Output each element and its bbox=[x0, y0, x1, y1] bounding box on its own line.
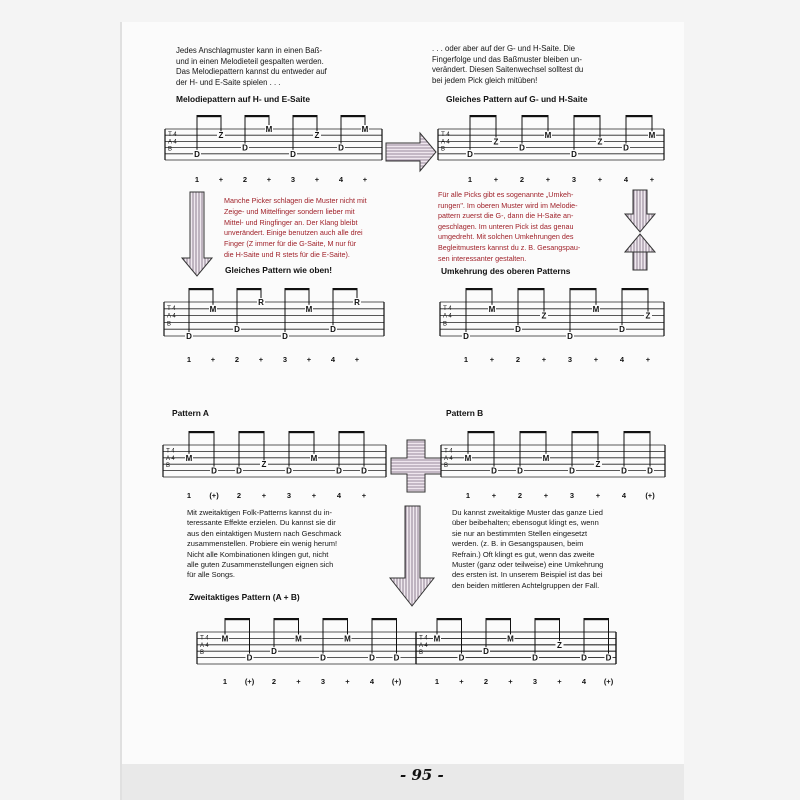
count-label: 2 bbox=[236, 491, 242, 500]
tab-b-letter: B bbox=[440, 146, 446, 153]
finger-middle: M bbox=[344, 634, 351, 644]
count-label: + bbox=[543, 491, 549, 500]
finger-bass: D bbox=[271, 647, 277, 657]
time-sig-top: 4 bbox=[424, 635, 428, 642]
time-sig-top: 4 bbox=[205, 635, 209, 642]
count-label: + bbox=[314, 175, 320, 184]
tab-t-letter: T bbox=[167, 305, 171, 312]
count-label: + bbox=[649, 175, 655, 184]
finger-middle: M bbox=[592, 304, 600, 314]
finger-bass: D bbox=[483, 647, 489, 657]
count-label: 3 bbox=[569, 491, 575, 500]
finger-index: Z bbox=[493, 137, 499, 147]
count-label: 4 bbox=[336, 491, 342, 500]
tab-a-letter: A bbox=[418, 642, 424, 649]
finger-middle: M bbox=[464, 453, 472, 463]
beam bbox=[225, 618, 250, 620]
time-sig-top: 4 bbox=[449, 448, 453, 455]
finger-bass: D bbox=[467, 149, 473, 159]
finger-bass: D bbox=[369, 653, 375, 663]
count-label: + bbox=[311, 491, 317, 500]
count-label: 4 bbox=[369, 677, 375, 686]
finger-middle: M bbox=[488, 304, 496, 314]
count-label: 3 bbox=[290, 175, 296, 184]
finger-index: Z bbox=[645, 311, 651, 321]
finger-bass: D bbox=[463, 332, 469, 341]
count-label: + bbox=[545, 175, 551, 184]
count-label: + bbox=[296, 677, 301, 686]
beam bbox=[197, 115, 221, 117]
page-number: - 95 - bbox=[400, 766, 444, 784]
finger-bass: D bbox=[290, 149, 296, 159]
count-label: + bbox=[306, 355, 312, 364]
finger-middle: M bbox=[544, 131, 552, 141]
beam bbox=[239, 431, 264, 433]
count-label: + bbox=[218, 175, 224, 184]
beam bbox=[189, 431, 214, 433]
finger-middle: M bbox=[305, 304, 313, 314]
count-label: 1 bbox=[222, 677, 228, 686]
time-sig-top: 4 bbox=[173, 132, 177, 139]
finger-bass: D bbox=[517, 466, 523, 476]
tab-t-letter: T bbox=[444, 448, 448, 455]
count-label: 2 bbox=[242, 175, 248, 184]
count-label: 2 bbox=[519, 175, 525, 184]
finger-bass: D bbox=[581, 653, 587, 663]
count-label: 3 bbox=[282, 355, 288, 364]
tab-b-letter: B bbox=[167, 146, 173, 153]
beam bbox=[245, 115, 269, 117]
caption-pattern-a: Pattern A bbox=[172, 408, 209, 418]
tab-b-letter: B bbox=[443, 463, 449, 470]
count-label: 1 bbox=[186, 355, 192, 364]
count-label: 2 bbox=[515, 355, 521, 364]
tab-t-letter: T bbox=[443, 305, 447, 312]
tab-a-letter: A bbox=[165, 455, 171, 462]
finger-middle: M bbox=[433, 634, 441, 644]
tab-t-letter: T bbox=[200, 635, 204, 642]
beam bbox=[372, 618, 397, 620]
text-two-bar-patterns: Mit zweitaktigen Folk-Patterns kannst du in- teressante Effekte erzielen. Du kannst sie dir aus den eintaktigen Mustern nach Geschmack zusammenstellen. Probiere ein wenig herum! Nicht alle Kombinationen klingen gut, nicht alle guten Zusammenstellungen eignen sich für alle Songs. bbox=[187, 508, 342, 580]
finger-bass: D bbox=[458, 653, 465, 663]
count-label: 3 bbox=[567, 355, 573, 364]
count-label: + bbox=[597, 175, 603, 184]
count-label: + bbox=[459, 677, 464, 686]
beam bbox=[466, 288, 492, 290]
count-label: 3 bbox=[286, 491, 292, 500]
finger-bass: D bbox=[194, 149, 200, 159]
caption-inversion: Umkehrung des oberen Patterns bbox=[441, 266, 571, 276]
time-sig-bottom: 4 bbox=[449, 455, 453, 462]
count-label: + bbox=[361, 491, 367, 500]
caption-same-g-h: Gleiches Pattern auf G- und H-Saite bbox=[446, 94, 588, 104]
tab-t-letter: T bbox=[441, 132, 445, 139]
count-label: + bbox=[557, 677, 562, 686]
count-label: 1 bbox=[463, 355, 469, 364]
count-label: + bbox=[508, 677, 513, 686]
count-label: 3 bbox=[532, 677, 538, 686]
tab-a-letter: A bbox=[443, 455, 449, 462]
count-label: (+) bbox=[645, 491, 655, 500]
count-label: 2 bbox=[517, 491, 523, 500]
finger-bass: D bbox=[393, 653, 400, 663]
finger-middle: M bbox=[361, 125, 369, 134]
finger-ring: R bbox=[354, 298, 360, 307]
time-sig-bottom: 4 bbox=[205, 642, 209, 649]
finger-middle: M bbox=[310, 453, 318, 463]
finger-index: Z bbox=[557, 640, 562, 650]
beam bbox=[274, 618, 299, 620]
finger-middle: M bbox=[542, 453, 550, 463]
beam bbox=[341, 115, 365, 117]
text-picker-fingers: Manche Picker schlagen die Muster nicht mit Zeige- und Mittelfinger sondern lieber mit Mittel- und Ringfinger an. Der Klang bleibt unverändert. Einige benutzen auch alle drei Finger (Z immer für die G-Saite, M nur für die H-Saite und R stets für die E-Saite). bbox=[224, 196, 367, 259]
count-label: + bbox=[493, 175, 499, 184]
beam bbox=[323, 618, 348, 620]
beam bbox=[333, 288, 357, 290]
beam bbox=[520, 431, 546, 433]
time-sig-top: 4 bbox=[448, 305, 452, 312]
count-label: 2 bbox=[483, 677, 489, 686]
beam bbox=[622, 288, 648, 290]
finger-middle: M bbox=[221, 634, 229, 644]
count-label: + bbox=[345, 677, 350, 686]
count-label: 2 bbox=[234, 355, 240, 364]
count-label: 1 bbox=[186, 491, 192, 500]
count-label: + bbox=[489, 355, 495, 364]
finger-index: Z bbox=[597, 137, 603, 147]
finger-bass: D bbox=[330, 325, 336, 335]
finger-bass: D bbox=[286, 466, 292, 476]
beam bbox=[486, 618, 511, 620]
count-label: 1 bbox=[194, 175, 200, 184]
tab-a-letter: A bbox=[440, 139, 446, 146]
tab-a-letter: A bbox=[166, 313, 172, 320]
finger-index: Z bbox=[541, 311, 547, 321]
text-inversions: Für alle Picks gibt es sogenannte „Umkeh- rungen". Im oberen Muster wird im Melodie- pattern zuerst die G-, dann die H-Saite an- geschlagen. Im unteren Pick ist das genau umgedreht. Mit solchen Umkehrungen des Begleitmusters kannst du z. B. Gesangspau- sen interessanter gestalten. bbox=[438, 190, 581, 263]
finger-bass: D bbox=[336, 466, 342, 476]
finger-bass: D bbox=[236, 466, 242, 476]
beam bbox=[570, 288, 596, 290]
beam bbox=[626, 115, 652, 117]
time-sig-top: 4 bbox=[171, 448, 175, 455]
finger-bass: D bbox=[519, 143, 525, 153]
beam bbox=[522, 115, 548, 117]
finger-bass: D bbox=[623, 143, 629, 153]
tab-a-letter: A bbox=[199, 642, 205, 649]
tab-b-letter: B bbox=[442, 321, 448, 328]
finger-ring: R bbox=[258, 298, 264, 307]
finger-middle: M bbox=[265, 125, 273, 134]
tab-a-letter: A bbox=[442, 313, 448, 320]
tab-b-letter: B bbox=[418, 650, 424, 657]
count-label: + bbox=[593, 355, 599, 364]
finger-bass: D bbox=[234, 325, 240, 335]
time-sig-bottom: 4 bbox=[446, 139, 450, 146]
count-label: 1 bbox=[467, 175, 473, 184]
time-sig-bottom: 4 bbox=[448, 313, 452, 320]
count-label: 3 bbox=[571, 175, 577, 184]
finger-bass: D bbox=[338, 143, 344, 153]
caption-two-bar: Zweitaktiges Pattern (A + B) bbox=[189, 592, 300, 602]
tab-b-letter: B bbox=[199, 650, 205, 657]
finger-bass: D bbox=[282, 332, 288, 341]
count-label: (+) bbox=[244, 677, 255, 686]
finger-bass: D bbox=[571, 149, 577, 159]
finger-middle: M bbox=[507, 634, 514, 644]
finger-middle: M bbox=[295, 634, 302, 644]
finger-index: Z bbox=[595, 460, 601, 470]
time-sig-top: 4 bbox=[172, 305, 176, 312]
count-label: + bbox=[354, 355, 360, 364]
finger-middle: M bbox=[185, 453, 193, 463]
finger-bass: D bbox=[186, 332, 192, 341]
time-sig-bottom: 4 bbox=[424, 642, 428, 649]
beam bbox=[572, 431, 598, 433]
finger-bass: D bbox=[361, 466, 367, 476]
beam bbox=[470, 115, 496, 117]
count-label: + bbox=[541, 355, 547, 364]
time-sig-bottom: 4 bbox=[171, 455, 175, 462]
caption-melody-h-e: Melodiepattern auf H- und E-Saite bbox=[176, 94, 311, 104]
finger-bass: D bbox=[515, 325, 521, 335]
count-label: 2 bbox=[271, 677, 277, 686]
beam bbox=[289, 431, 314, 433]
beam bbox=[285, 288, 309, 290]
tab-t-letter: T bbox=[166, 448, 170, 455]
count-label: + bbox=[362, 175, 368, 184]
count-label: (+) bbox=[391, 677, 402, 686]
beam bbox=[518, 288, 544, 290]
beam bbox=[584, 618, 609, 620]
count-label: 1 bbox=[434, 677, 440, 686]
count-label: 4 bbox=[619, 355, 625, 364]
count-label: + bbox=[595, 491, 601, 500]
finger-bass: D bbox=[605, 653, 612, 663]
beam bbox=[468, 431, 494, 433]
time-sig-bottom: 4 bbox=[172, 313, 176, 320]
count-label: + bbox=[258, 355, 264, 364]
text-intro: Jedes Anschlagmuster kann in einen Baß- und in einen Melodieteil gespalten werden. Das Melodiepattern kannst du entweder auf der H- und E-Saite spielen . . . bbox=[176, 46, 327, 87]
count-label: 4 bbox=[330, 355, 336, 364]
caption-pattern-b: Pattern B bbox=[446, 408, 484, 418]
count-label: (+) bbox=[603, 677, 614, 686]
beam bbox=[624, 431, 650, 433]
count-label: 4 bbox=[623, 175, 629, 184]
beam bbox=[189, 288, 213, 290]
tab-a-letter: A bbox=[167, 139, 173, 146]
finger-bass: D bbox=[491, 466, 497, 476]
finger-bass: D bbox=[619, 325, 625, 335]
time-sig-top: 4 bbox=[446, 132, 450, 139]
count-label: + bbox=[491, 491, 497, 500]
finger-bass: D bbox=[246, 653, 253, 663]
caption-same-as-above: Gleiches Pattern wie oben! bbox=[225, 265, 333, 275]
tab-t-letter: T bbox=[168, 132, 172, 139]
finger-middle: M bbox=[648, 131, 656, 141]
count-label: (+) bbox=[209, 491, 219, 500]
finger-bass: D bbox=[567, 332, 573, 341]
text-string-change: . . . oder aber auf der G- und H-Saite. Die Fingerfolge und das Baßmuster bleiben un- verändert. Diesen Saitenwechsel solltest du bei jedem Pick gleich mitüben! bbox=[432, 44, 584, 85]
beam bbox=[293, 115, 317, 117]
count-label: 4 bbox=[621, 491, 627, 500]
beam bbox=[339, 431, 364, 433]
tab-b-letter: B bbox=[166, 321, 172, 328]
count-label: 4 bbox=[338, 175, 344, 184]
beam bbox=[237, 288, 261, 290]
count-label: 4 bbox=[581, 677, 587, 686]
finger-bass: D bbox=[211, 466, 217, 476]
finger-bass: D bbox=[647, 466, 653, 476]
count-label: + bbox=[261, 491, 267, 500]
finger-bass: D bbox=[242, 143, 248, 153]
tab-b-letter: B bbox=[165, 463, 171, 470]
tab-t-letter: T bbox=[419, 635, 423, 642]
time-sig-bottom: 4 bbox=[173, 139, 177, 146]
beam bbox=[437, 618, 462, 620]
finger-index: Z bbox=[314, 131, 320, 141]
count-label: 1 bbox=[465, 491, 471, 500]
text-two-bar-usage: Du kannst zweitaktige Muster das ganze Lied über beibehalten; ebensogut klingt es, wenn sie nur an bestimmten Stellen eingesetzt werden. (z. B. in Gesangspausen, beim Refrain.) Oft klingt es gut, wenn das zweite Muster (ganz oder teilweise) eine Umkehrung des ersten ist. In unserem Beispiel ist das bei den beiden mittleren Achtelgruppen der Fall. bbox=[452, 508, 604, 590]
count-label: + bbox=[645, 355, 651, 364]
finger-index: Z bbox=[261, 460, 267, 470]
finger-bass: D bbox=[320, 653, 326, 663]
finger-bass: D bbox=[621, 466, 627, 476]
beam bbox=[535, 618, 560, 620]
beam bbox=[574, 115, 600, 117]
count-label: + bbox=[210, 355, 216, 364]
finger-bass: D bbox=[569, 466, 575, 476]
count-label: + bbox=[266, 175, 272, 184]
count-label: 3 bbox=[320, 677, 326, 686]
finger-bass: D bbox=[532, 653, 538, 663]
finger-middle: M bbox=[209, 304, 217, 314]
finger-index: Z bbox=[218, 131, 224, 141]
